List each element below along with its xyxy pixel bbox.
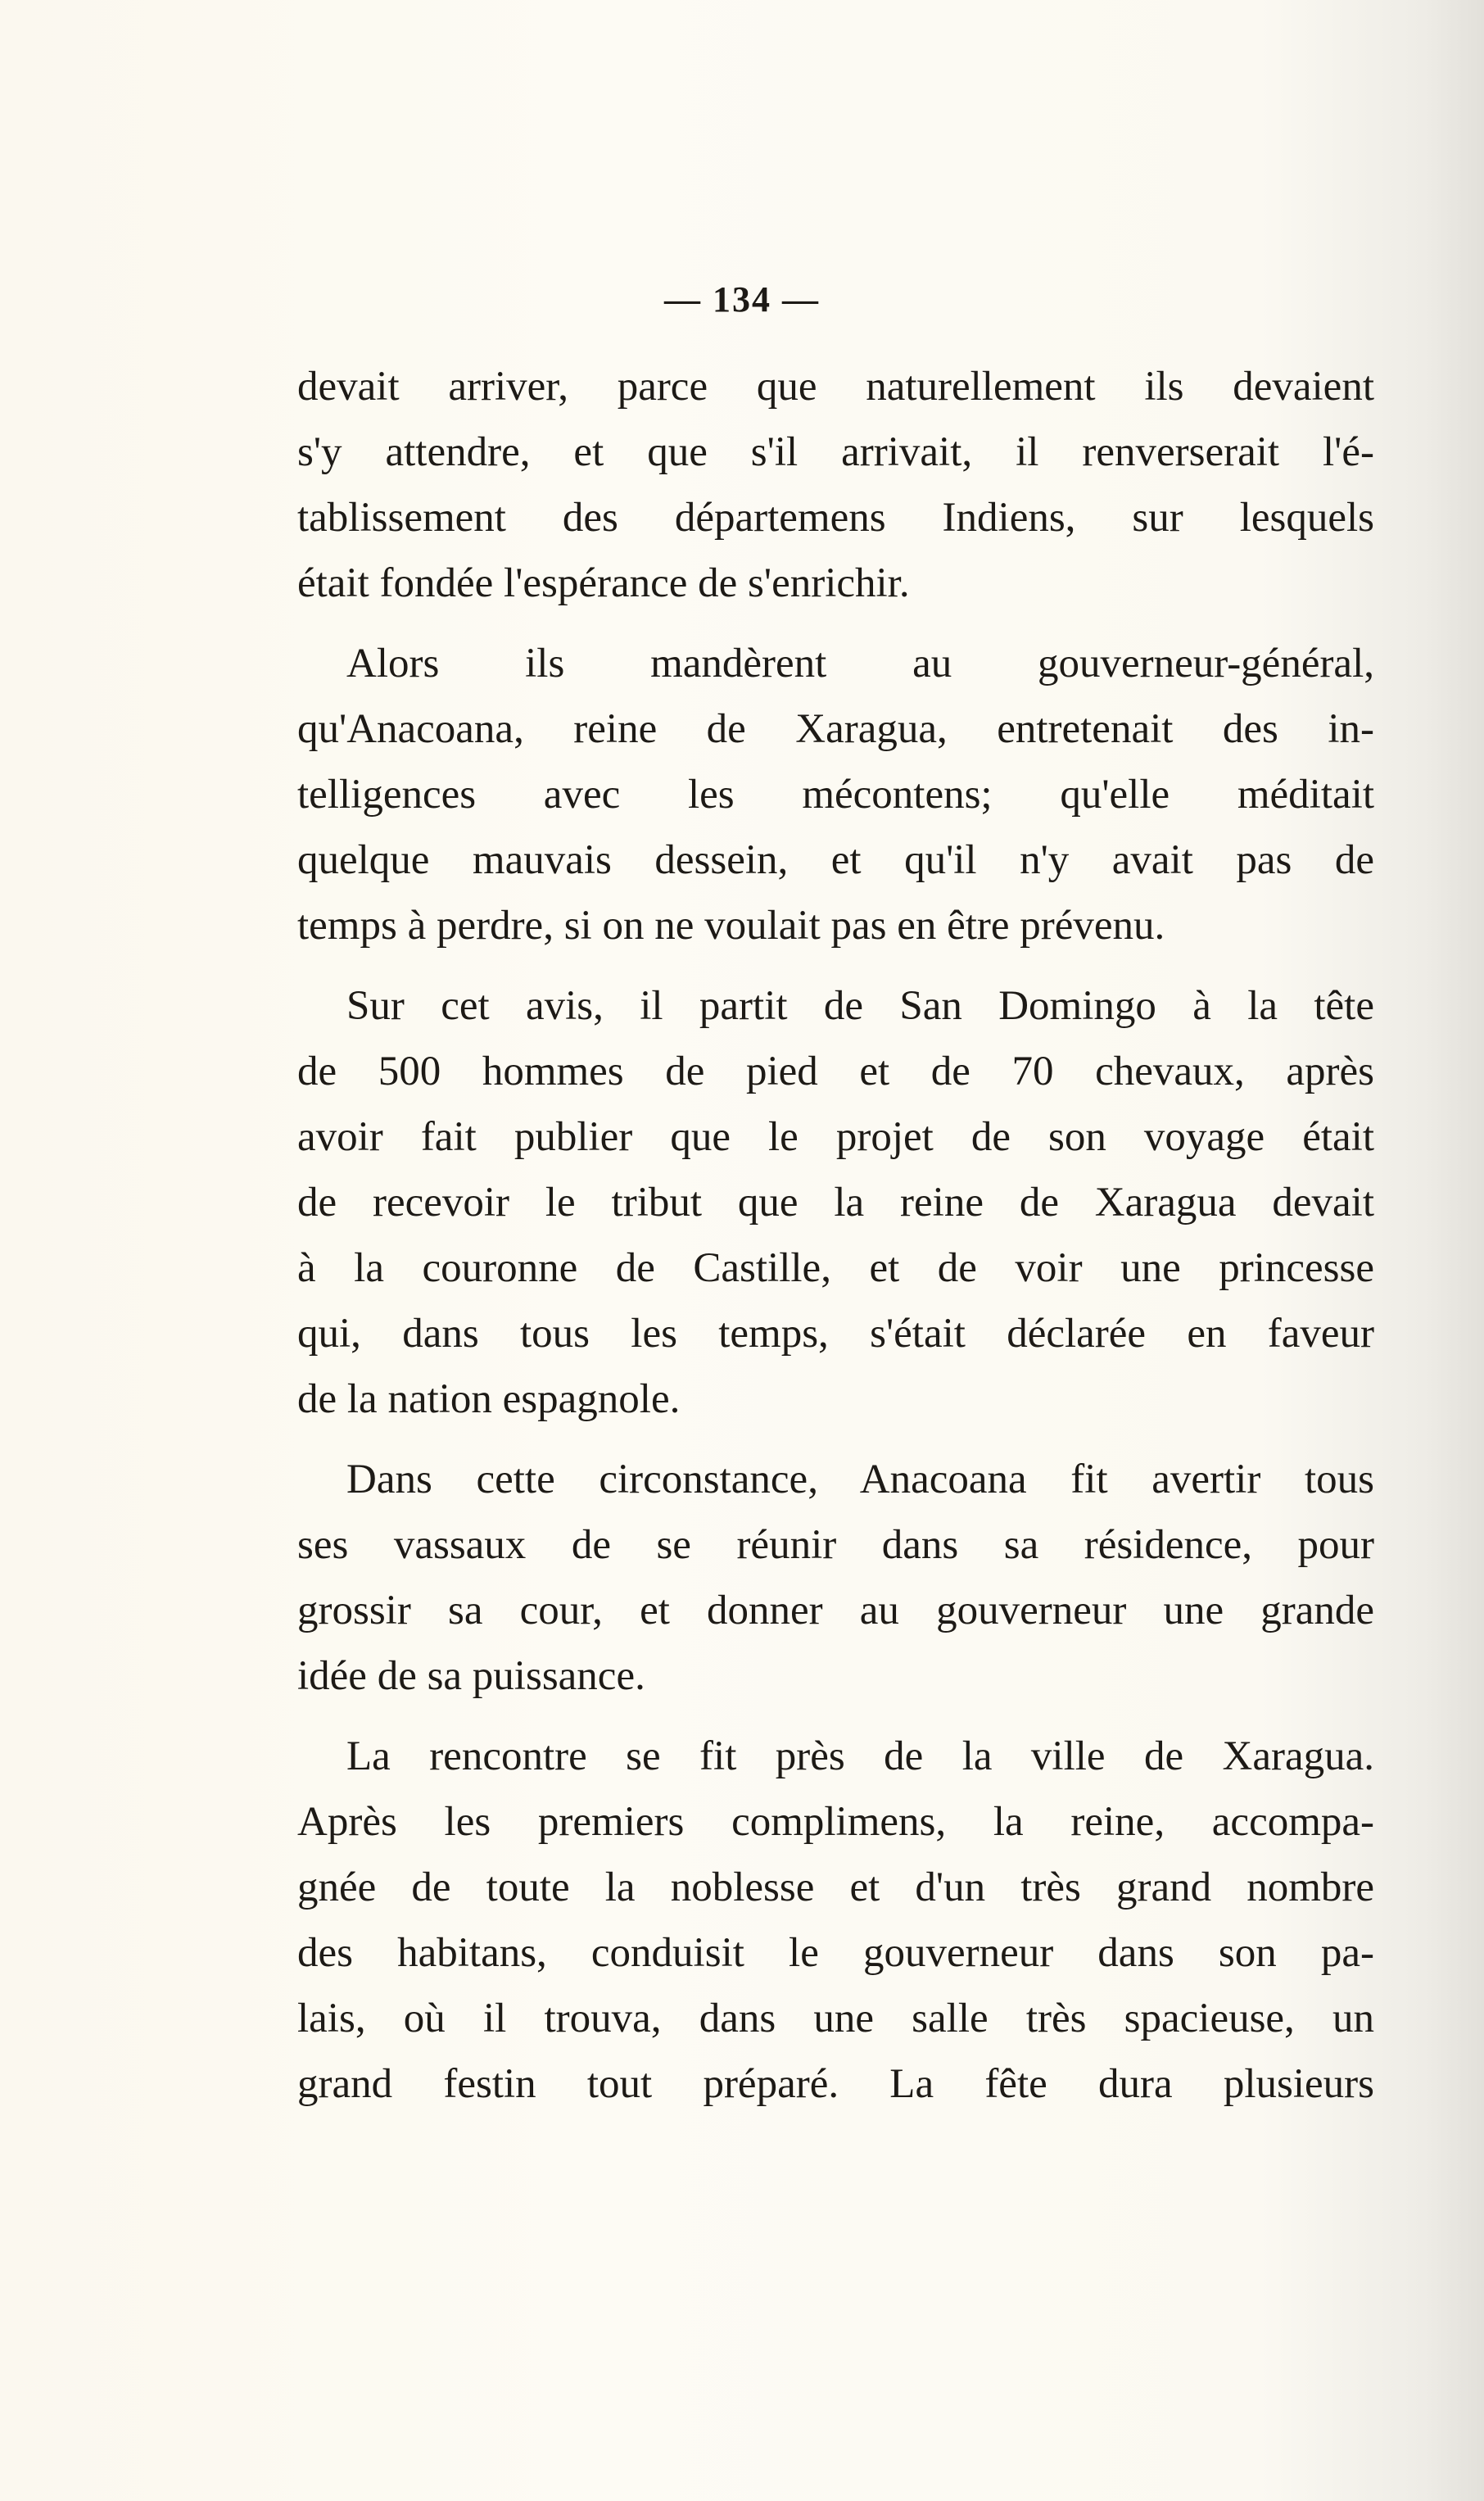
text-line: ses vassaux de se réunir dans sa résidence, pour — [297, 1522, 1374, 1568]
text-line: qu'Anacoana, reine de Xaragua, entretenait des in- — [297, 706, 1374, 752]
text-line: s'y attendre, et que s'il arrivait, il renverserait l'é- — [297, 429, 1374, 475]
text-line: gnée de toute la noblesse et d'un très grand nombre — [297, 1864, 1374, 1910]
text-line: Sur cet avis, il partit de San Domingo à la tête — [346, 983, 1374, 1029]
paragraph — [297, 973, 1374, 1432]
text-line: de la nation espagnole. — [297, 1376, 681, 1422]
paragraph — [297, 1724, 1374, 2117]
text-line: tablissement des départemens Indiens, sur lesquels — [297, 495, 1374, 541]
text-line: avoir fait publier que le projet de son voyage était — [297, 1114, 1374, 1160]
text-line: La rencontre se fit près de la ville de Xaragua. — [346, 1733, 1374, 1779]
text-line: de recevoir le tribut que la reine de Xaragua devait — [297, 1180, 1374, 1226]
paragraph — [297, 354, 1374, 616]
text-line: de 500 hommes de pied et de 70 chevaux, après — [297, 1049, 1374, 1094]
text-line: qui, dans tous les temps, s'était déclarée en faveur — [297, 1311, 1374, 1357]
text-line: lais, où il trouva, dans une salle très spacieuse, un — [297, 1996, 1374, 2041]
paragraph — [297, 1447, 1374, 1709]
text-line: temps à perdre, si on ne voulait pas en être prévenu. — [297, 903, 1165, 949]
text-line: idée de sa puissance. — [297, 1653, 645, 1699]
text-line: grossir sa cour, et donner au gouverneur une grande — [297, 1588, 1374, 1633]
text-line: à la couronne de Castille, et de voir une princesse — [297, 1245, 1374, 1291]
text-line: quelque mauvais dessein, et qu'il n'y avait pas de — [297, 837, 1374, 883]
text-line: était fondée l'espérance de s'enrichir. — [297, 560, 910, 606]
text-line: grand festin tout préparé. La fête dura plusieurs — [297, 2061, 1374, 2107]
page-number: — 134 — — [664, 279, 820, 319]
text-line: Dans cette circonstance, Anacoana fit avertir tous — [346, 1457, 1374, 1502]
text-line: devait arriver, parce que naturellement ils devaient — [297, 364, 1374, 410]
paragraph — [297, 631, 1374, 958]
text-line: Alors ils mandèrent au gouverneur-général, — [346, 641, 1374, 686]
text-line: des habitans, conduisit le gouverneur dans son pa- — [297, 1930, 1374, 1976]
text-line: telligences avec les mécontens; qu'elle méditait — [297, 772, 1374, 818]
body-text — [297, 354, 1374, 2132]
text-line: Après les premiers complimens, la reine, accompa- — [297, 1799, 1374, 1845]
